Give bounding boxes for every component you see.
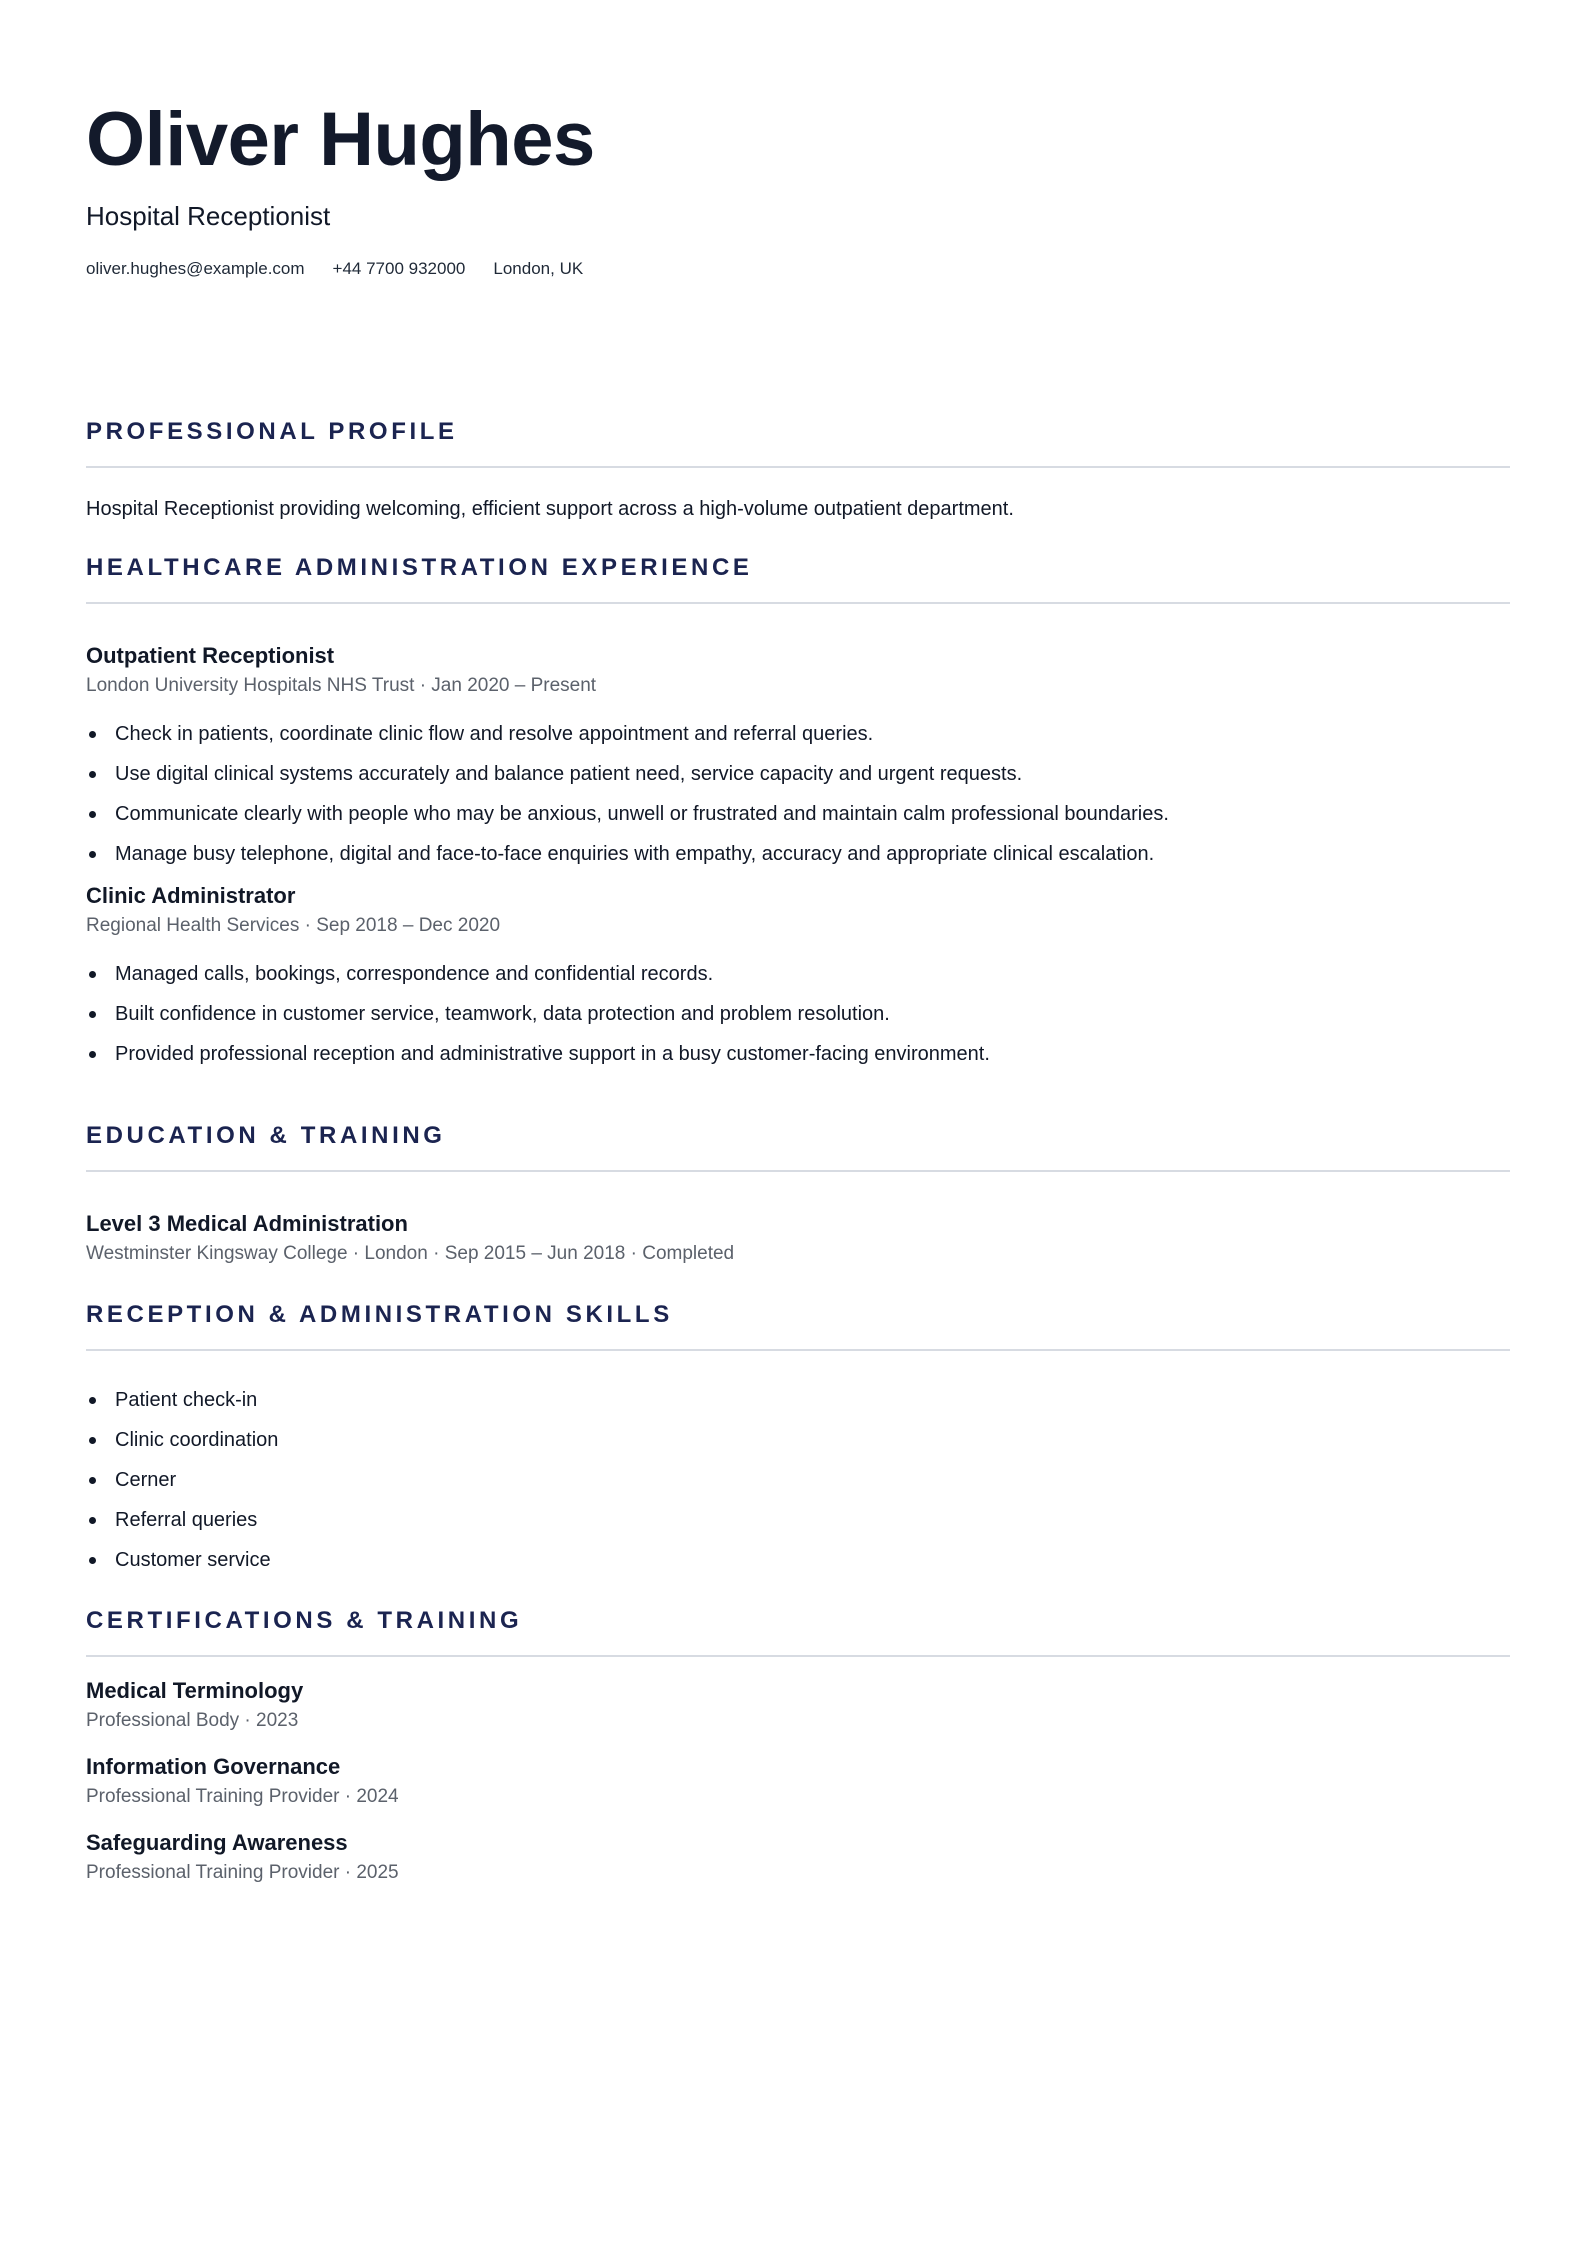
qualification-title: Level 3 Medical Administration — [86, 1211, 408, 1236]
certification-meta: Professional Body · 2023 — [86, 1710, 299, 1731]
job-bullet: Use digital clinical systems accurately and balance patient need, service capacity and urgent requests. — [86, 760, 1510, 788]
job-entry — [86, 882, 1510, 1068]
resume-header — [86, 0, 1502, 280]
job-title: Clinic Administrator — [86, 883, 296, 908]
profile-section — [86, 417, 1510, 523]
section-divider — [86, 1655, 1510, 1657]
job-bullet: Built confidence in customer service, teamwork, data protection and problem resolution. — [86, 1000, 1510, 1028]
skill-item: Clinic coordination — [86, 1426, 1510, 1454]
qualification-meta: Westminster Kingsway College · London · Sep 2015 – Jun 2018 · Completed — [86, 1243, 735, 1264]
certification-entry — [86, 1753, 1510, 1810]
job-title: Outpatient Receptionist — [86, 643, 335, 668]
job-bullet: Provided professional reception and administrative support in a busy customer-facing environment. — [86, 1040, 1510, 1068]
job-meta: Regional Health Services · Sep 2018 – Dec 2020 — [86, 915, 501, 936]
section-title-education: EDUCATION & TRAINING — [86, 1122, 446, 1149]
skills-list — [86, 1386, 1510, 1574]
contact-phone: +44 7700 932000 — [332, 259, 466, 278]
section-title-skills: RECEPTION & ADMINISTRATION SKILLS — [86, 1301, 673, 1328]
skills-section — [86, 1300, 1510, 1574]
section-divider — [86, 602, 1510, 604]
certification-name: Information Governance — [86, 1754, 341, 1779]
certification-entry — [86, 1677, 1510, 1734]
job-bullet: Managed calls, bookings, correspondence and confidential records. — [86, 960, 1510, 988]
candidate-name: Oliver Hughes — [86, 97, 595, 182]
job-bullets — [86, 720, 1510, 868]
certifications-section — [86, 1606, 1510, 1886]
skill-item: Referral queries — [86, 1506, 1510, 1534]
section-title-experience: HEALTHCARE ADMINISTRATION EXPERIENCE — [86, 554, 753, 581]
job-meta: London University Hospitals NHS Trust · Jan 2020 – Present — [86, 675, 597, 696]
education-section — [86, 1121, 1510, 1267]
education-entry — [86, 1210, 1510, 1267]
certification-entry — [86, 1829, 1510, 1886]
contact-line — [86, 258, 1502, 280]
profile-summary: Hospital Receptionist providing welcoming, efficient support across a high-volume outpatient department. — [86, 498, 1014, 520]
section-title-certifications: CERTIFICATIONS & TRAINING — [86, 1607, 523, 1634]
experience-section — [86, 553, 1510, 1068]
job-bullet: Manage busy telephone, digital and face-to-face enquiries with empathy, accuracy and appropriate clinical escalation. — [86, 840, 1510, 868]
certification-name: Safeguarding Awareness — [86, 1830, 348, 1855]
skill-item: Cerner — [86, 1466, 1510, 1494]
contact-location: London, UK — [493, 259, 584, 278]
section-divider — [86, 466, 1510, 468]
certification-meta: Professional Training Provider · 2025 — [86, 1862, 399, 1883]
section-title-profile: PROFESSIONAL PROFILE — [86, 418, 458, 445]
job-bullet: Communicate clearly with people who may be anxious, unwell or frustrated and maintain calm professional boundaries. — [86, 800, 1510, 828]
skill-item: Customer service — [86, 1546, 1510, 1574]
section-divider — [86, 1170, 1510, 1172]
skill-item: Patient check-in — [86, 1386, 1510, 1414]
job-bullet: Check in patients, coordinate clinic flow and resolve appointment and referral queries. — [86, 720, 1510, 748]
candidate-headline: Hospital Receptionist — [86, 201, 331, 231]
section-divider — [86, 1349, 1510, 1351]
certification-meta: Professional Training Provider · 2024 — [86, 1786, 399, 1807]
job-bullets — [86, 960, 1510, 1068]
job-entry — [86, 642, 1510, 868]
certification-name: Medical Terminology — [86, 1678, 304, 1703]
contact-email: oliver.hughes@example.com — [86, 259, 305, 278]
